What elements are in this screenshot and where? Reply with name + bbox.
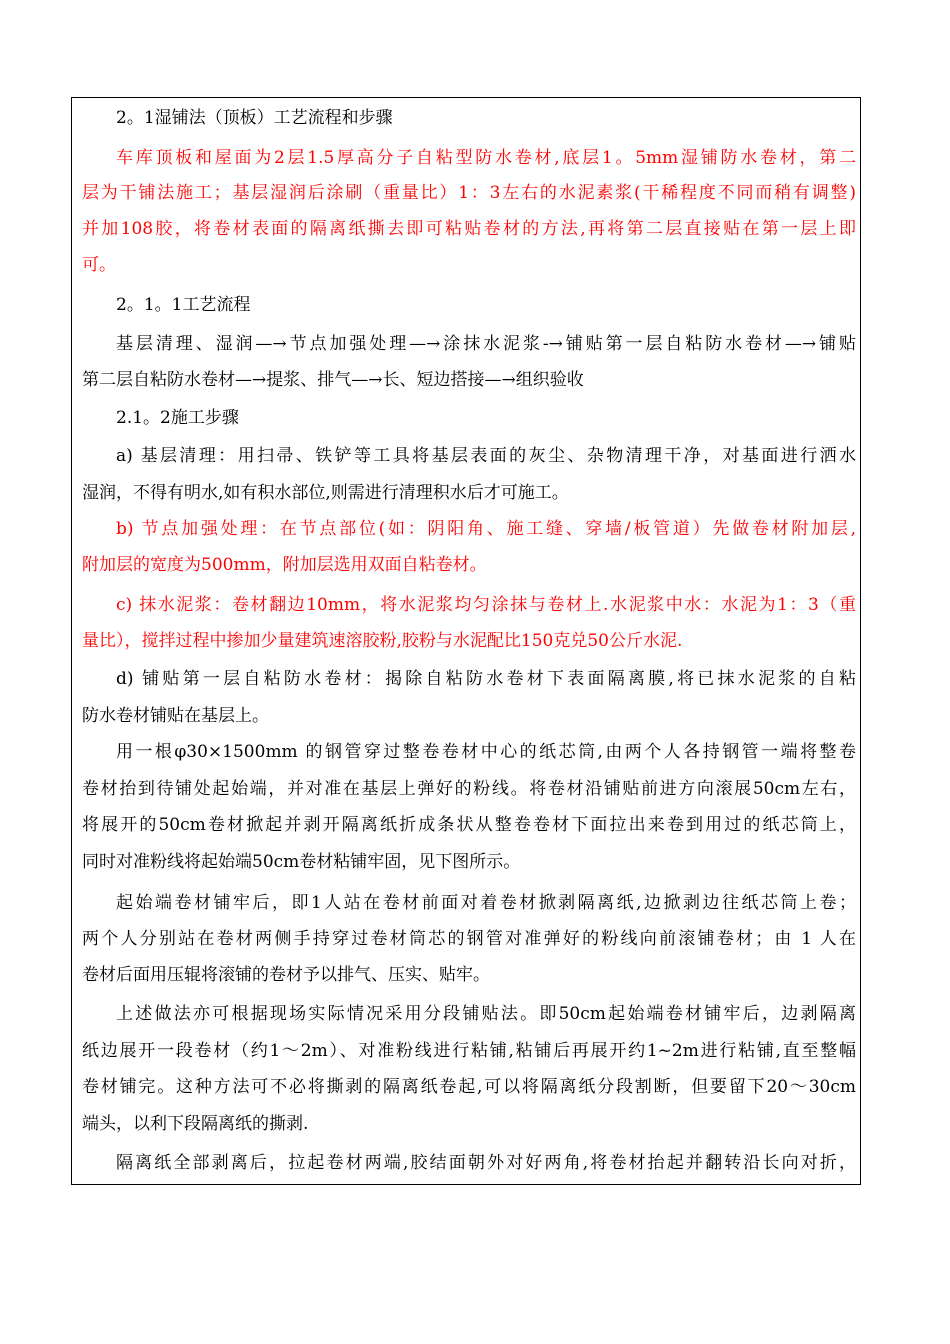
paragraph-line: 可。 (82, 255, 116, 275)
paragraph-line: a) 基层清理：用扫帚、铁铲等工具将基层表面的灰尘、杂物清理干净，对基面进行洒水 (116, 446, 856, 466)
section-heading-2-1-1: 2。1。1工艺流程 (116, 295, 251, 315)
paragraph-line: c) 抹水泥浆：卷材翻边10mm，将水泥浆均匀涂抹与卷材上.水泥浆中水：水泥为1：3（重 (116, 595, 856, 615)
paragraph-line: 起始端卷材铺牢后，即1人站在卷材前面对着卷材掀剥隔离纸,边掀剥边往纸芯筒上卷； (116, 893, 856, 913)
paragraph-line: 端头，以利下段隔离纸的撕剥. (82, 1114, 309, 1134)
section-heading-2-1-2: 2.1。2施工步骤 (116, 408, 239, 428)
paragraph-line: 卷材后面用压辊将滚铺的卷材予以排气、压实、贴牢。 (82, 965, 490, 985)
paragraph-line: 附加层的宽度为500mm，附加层选用双面自粘卷材。 (82, 555, 487, 575)
paragraph-line: 卷材铺完。这种方法可不必将撕剥的隔离纸卷起,可以将隔离纸分段割断，但要留下20～30cm (82, 1077, 856, 1097)
paragraph-line: 卷材抬到待铺处起始端，并对准在基层上弹好的粉线。将卷材沿铺贴前进方向滚展50cm左右， (82, 779, 856, 799)
paragraph-line: 层为干铺法施工；基层湿润后涂刷（重量比）1：3左右的水泥素浆(干稀程度不同而稍有调整) (82, 183, 856, 203)
paragraph-line: 隔离纸全部剥离后，拉起卷材两端,胶结面朝外对好两角,将卷材抬起并翻转沿长向对折， (116, 1153, 856, 1173)
paragraph-line: 基层清理、湿润—→节点加强处理—→涂抹水泥浆-→铺贴第一层自粘防水卷材—→铺贴 (116, 334, 856, 354)
paragraph-line: 第二层自粘防水卷材—→提浆、排气—→长、短边搭接—→组织验收 (82, 370, 584, 390)
paragraph-line: d) 铺贴第一层自粘防水卷材：揭除自粘防水卷材下表面隔离膜,将已抹水泥浆的自粘 (116, 669, 856, 689)
paragraph-line: b) 节点加强处理：在节点部位(如：阴阳角、施工缝、穿墙/板管道）先做卷材附加层, (116, 519, 856, 539)
paragraph-line: 车库顶板和屋面为2层1.5厚高分子自粘型防水卷材,底层1。5mm湿铺防水卷材，第二 (116, 148, 856, 168)
paragraph-line: 同时对准粉线将起始端50cm卷材粘铺牢固，见下图所示。 (82, 852, 521, 872)
paragraph-line: 量比），搅拌过程中掺加少量建筑速溶胶粉,胶粉与水泥配比150克兑50公斤水泥. (82, 631, 683, 651)
paragraph-line: 并加108胶，将卷材表面的隔离纸撕去即可粘贴卷材的方法,再将第二层直接贴在第一层上即 (82, 219, 856, 239)
paragraph-line: 将展开的50cm卷材掀起并剥开隔离纸折成条状从整卷卷材下面拉出来卷到用过的纸芯筒上， (82, 815, 856, 835)
paragraph-line: 两个人分别站在卷材两侧手持穿过卷材筒芯的钢管对准弹好的粉线向前滚铺卷材；由 1 人在 (82, 929, 856, 949)
section-heading-2-1: 2。1湿铺法（顶板）工艺流程和步骤 (116, 108, 393, 128)
paragraph-line: 纸边展开一段卷材（约1～2m）、对准粉线进行粘铺,粘铺后再展开约1~2m进行粘铺,直至整幅 (82, 1041, 856, 1061)
paragraph-line: 防水卷材铺贴在基层上。 (82, 706, 269, 726)
paragraph-line: 上述做法亦可根据现场实际情况采用分段铺贴法。即50cm起始端卷材铺牢后，边剥隔离 (116, 1004, 856, 1024)
paragraph-line: 湿润，不得有明水,如有积水部位,则需进行清理积水后才可施工。 (82, 483, 569, 503)
paragraph-line: 用一根φ30×1500mm 的钢管穿过整卷卷材中心的纸芯筒,由两个人各持钢管一端将整卷 (116, 742, 856, 762)
